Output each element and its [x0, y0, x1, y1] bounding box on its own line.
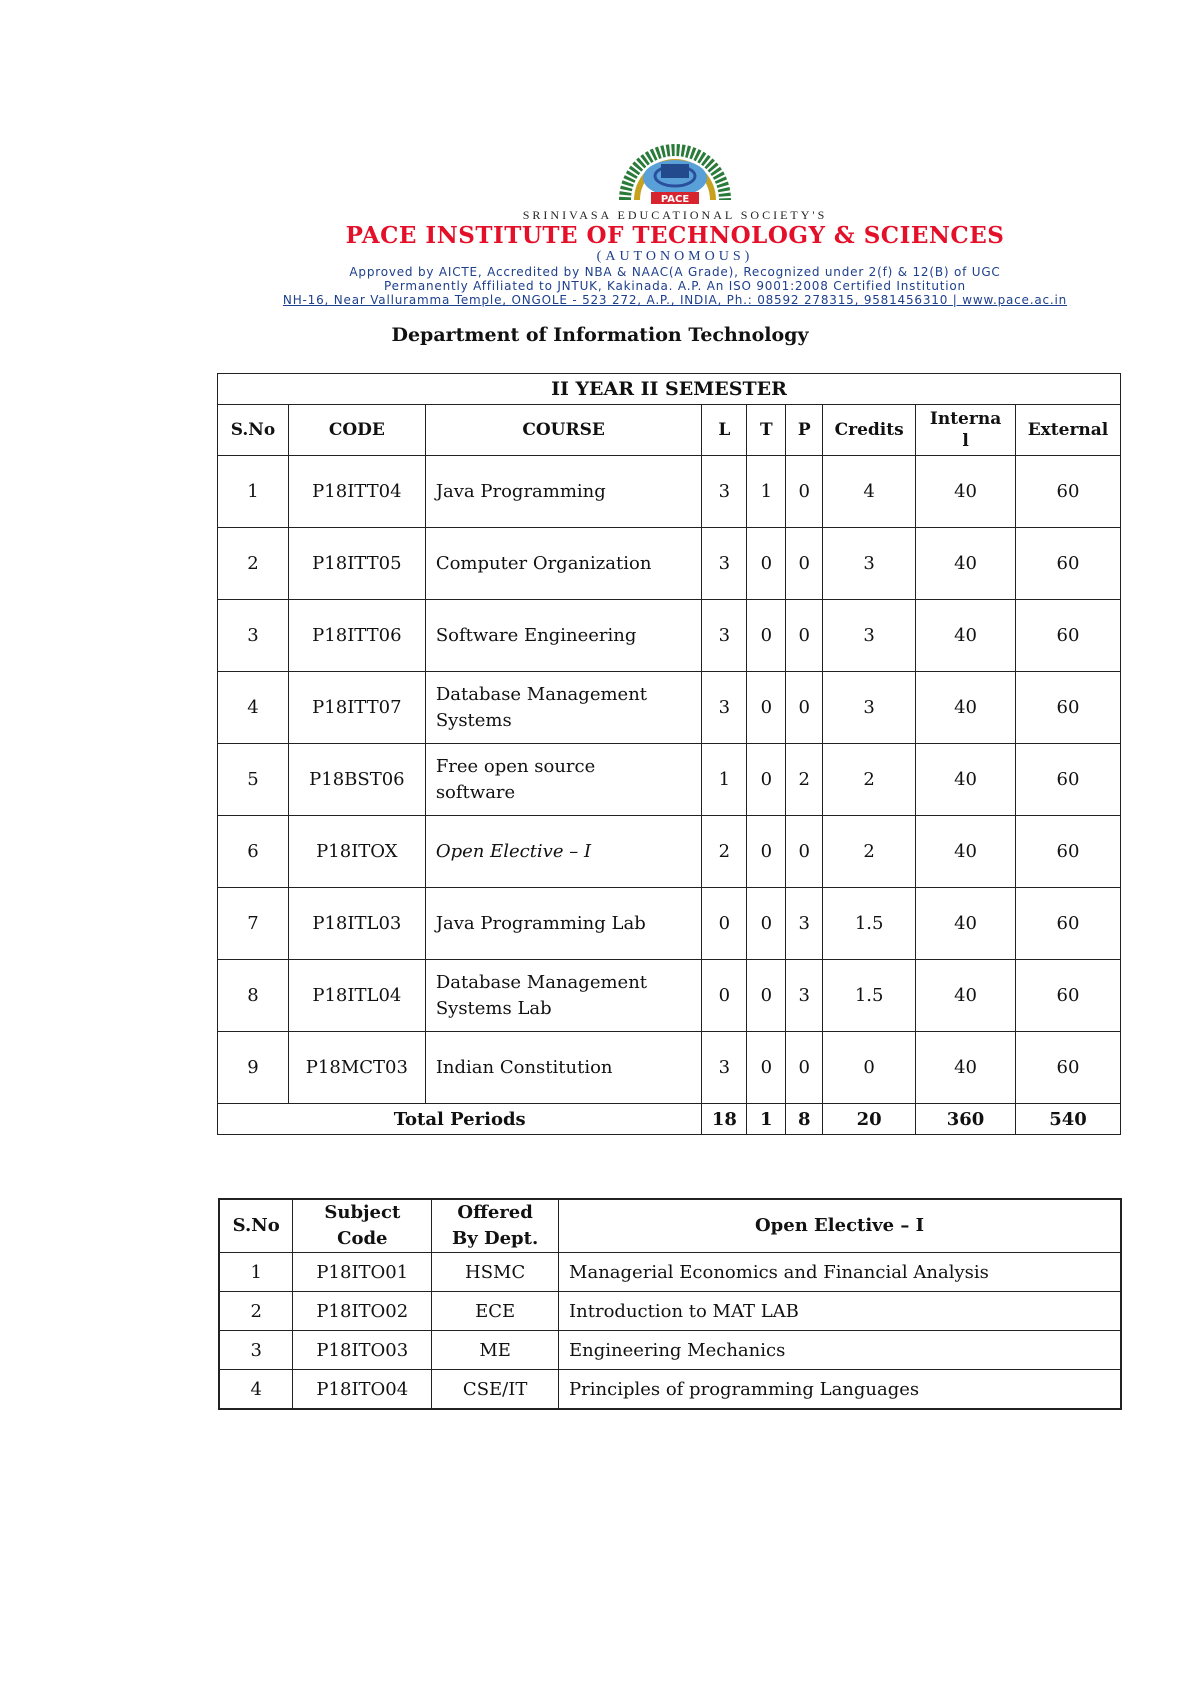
cell-course	[425, 744, 702, 816]
total-internal: 360	[916, 1104, 1016, 1135]
department-title: Department of Information Technology	[391, 324, 809, 346]
cell-code: P18MCT03	[288, 1032, 425, 1104]
cell-internal: 40	[916, 528, 1016, 600]
cell-p: 0	[786, 600, 823, 672]
cell-internal: 40	[916, 672, 1016, 744]
cell-code: P18ITOX	[288, 816, 425, 888]
cell-internal: 40	[916, 456, 1016, 528]
cell-t: 0	[747, 816, 786, 888]
open-elective-table	[218, 1198, 1122, 1410]
course-line-1: Java Programming Lab	[435, 912, 646, 934]
cell-sno: 7	[218, 888, 289, 960]
cell-p: 0	[786, 456, 823, 528]
elective-sno: 2	[219, 1292, 293, 1331]
cell-l: 0	[702, 888, 747, 960]
cell-internal: 40	[916, 600, 1016, 672]
cell-course	[425, 456, 702, 528]
cell-t: 0	[747, 960, 786, 1032]
cell-p: 0	[786, 1032, 823, 1104]
elective-dept: ECE	[432, 1292, 559, 1331]
cell-t: 0	[747, 672, 786, 744]
table-row	[219, 1331, 1121, 1370]
cell-credits: 3	[823, 600, 916, 672]
table-row	[218, 960, 1121, 1032]
cell-internal: 40	[916, 960, 1016, 1032]
cell-internal: 40	[916, 1032, 1016, 1104]
semester-title-row	[218, 374, 1121, 405]
table-row	[219, 1253, 1121, 1292]
header-line-1: Approved by AICTE, Accredited by NBA & NAAC(A Grade), Recognized under 2(f) & 12(B) of UGC	[349, 265, 1001, 279]
header-internal	[916, 405, 1016, 456]
cell-external: 60	[1016, 528, 1121, 600]
cell-course	[425, 528, 702, 600]
cell-t: 0	[747, 1032, 786, 1104]
table-row	[219, 1292, 1121, 1331]
elective-dept: CSE/IT	[432, 1370, 559, 1410]
cell-sno: 6	[218, 816, 289, 888]
semester-title: II YEAR II SEMESTER	[218, 374, 1121, 405]
cell-l: 1	[702, 744, 747, 816]
cell-course	[425, 888, 702, 960]
total-t: 1	[747, 1104, 786, 1135]
cell-external: 60	[1016, 1032, 1121, 1104]
cell-l: 3	[702, 528, 747, 600]
elective-header-code	[293, 1199, 432, 1253]
elective-header-code-line2: Code	[337, 1228, 388, 1249]
autonomous-label: (AUTONOMOUS)	[596, 249, 754, 264]
course-line-1: Open Elective – I	[435, 840, 592, 862]
header-row	[218, 405, 1121, 456]
cell-p: 0	[786, 528, 823, 600]
cell-l: 3	[702, 1032, 747, 1104]
course-line-1: Computer Organization	[435, 552, 652, 574]
elective-header-dept-line1: Offered	[457, 1202, 533, 1223]
cell-external: 60	[1016, 456, 1121, 528]
cell-course	[425, 816, 702, 888]
cell-l: 3	[702, 456, 747, 528]
elective-header-sno: S.No	[219, 1199, 293, 1253]
cell-p: 2	[786, 744, 823, 816]
elective-subject: Introduction to MAT LAB	[559, 1292, 1121, 1331]
header-line-3: NH-16, Near Valluramma Temple, ONGOLE - 523 272, A.P., INDIA, Ph.: 08592 278315, 9581456310 | www.pace.ac.in	[282, 293, 1068, 307]
header-external: External	[1016, 405, 1121, 456]
header-line-2: Permanently Affiliated to JNTUK, Kakinada. A.P. An ISO 9001:2008 Certified Institution	[384, 279, 966, 293]
elective-dept: ME	[432, 1331, 559, 1370]
cell-t: 0	[747, 600, 786, 672]
total-row	[218, 1104, 1121, 1135]
header-sno: S.No	[218, 405, 289, 456]
cell-external: 60	[1016, 672, 1121, 744]
elective-subject: Engineering Mechanics	[559, 1331, 1121, 1370]
course-line-1: Free open source	[435, 755, 596, 777]
cell-course	[425, 672, 702, 744]
table-row	[218, 528, 1121, 600]
course-line-1: Software Engineering	[435, 624, 637, 646]
society-name: SRINIVASA EDUCATIONAL SOCIETY'S	[522, 208, 828, 222]
cell-code: P18ITT05	[288, 528, 425, 600]
cell-p: 3	[786, 960, 823, 1032]
cell-internal: 40	[916, 816, 1016, 888]
header-code: CODE	[288, 405, 425, 456]
cell-course	[425, 600, 702, 672]
cell-course	[425, 1032, 702, 1104]
course-line-1: Database Management	[435, 683, 648, 705]
cell-sno: 8	[218, 960, 289, 1032]
cell-external: 60	[1016, 888, 1121, 960]
cell-l: 0	[702, 960, 747, 1032]
course-line-2: Systems Lab	[435, 997, 552, 1019]
header-l: L	[702, 405, 747, 456]
total-external: 540	[1016, 1104, 1121, 1135]
cell-code: P18ITT04	[288, 456, 425, 528]
cell-t: 0	[747, 528, 786, 600]
total-label: Total Periods	[218, 1104, 702, 1135]
elective-header-title: Open Elective – I	[559, 1199, 1121, 1253]
header-credits: Credits	[823, 405, 916, 456]
total-p: 8	[786, 1104, 823, 1135]
cell-external: 60	[1016, 960, 1121, 1032]
cell-sno: 5	[218, 744, 289, 816]
cell-code: P18ITT06	[288, 600, 425, 672]
cell-credits: 3	[823, 528, 916, 600]
cell-l: 3	[702, 672, 747, 744]
cell-sno: 1	[218, 456, 289, 528]
elective-code: P18ITO03	[293, 1331, 432, 1370]
cell-external: 60	[1016, 600, 1121, 672]
institute-name: PACE INSTITUTE OF TECHNOLOGY & SCIENCES	[345, 222, 1005, 249]
header-internal-part2: l	[962, 431, 969, 451]
elective-sno: 1	[219, 1253, 293, 1292]
table-row	[218, 888, 1121, 960]
cell-sno: 4	[218, 672, 289, 744]
table-row	[218, 600, 1121, 672]
elective-header-code-line1: Subject	[324, 1202, 401, 1223]
cell-t: 1	[747, 456, 786, 528]
elective-header-row	[219, 1199, 1121, 1253]
elective-dept: HSMC	[432, 1253, 559, 1292]
table-row	[218, 672, 1121, 744]
elective-subject: Principles of programming Languages	[559, 1370, 1121, 1410]
course-line-1: Indian Constitution	[435, 1056, 613, 1078]
course-line-2: software	[435, 781, 516, 803]
header-course: COURSE	[425, 405, 702, 456]
elective-header-dept	[432, 1199, 559, 1253]
cell-t: 0	[747, 744, 786, 816]
elective-subject: Managerial Economics and Financial Analysis	[559, 1253, 1121, 1292]
cell-t: 0	[747, 888, 786, 960]
cell-p: 0	[786, 672, 823, 744]
institution-header	[210, 138, 1140, 307]
cell-course	[425, 960, 702, 1032]
course-line-2: Systems	[435, 709, 512, 731]
elective-header-dept-line2: By Dept.	[452, 1228, 539, 1249]
cell-sno: 3	[218, 600, 289, 672]
logo-text: PACE	[660, 194, 690, 205]
course-line-1: Java Programming	[435, 480, 606, 502]
elective-sno: 3	[219, 1331, 293, 1370]
header-t: T	[747, 405, 786, 456]
cell-credits: 3	[823, 672, 916, 744]
cell-sno: 2	[218, 528, 289, 600]
course-line-1: Database Management	[435, 971, 648, 993]
table-row	[218, 456, 1121, 528]
elective-code: P18ITO04	[293, 1370, 432, 1410]
cell-external: 60	[1016, 744, 1121, 816]
cell-code: P18BST06	[288, 744, 425, 816]
cell-credits: 0	[823, 1032, 916, 1104]
table-row	[218, 816, 1121, 888]
cell-code: P18ITL04	[288, 960, 425, 1032]
cell-p: 0	[786, 816, 823, 888]
cell-l: 2	[702, 816, 747, 888]
cell-code: P18ITT07	[288, 672, 425, 744]
semester-table	[217, 373, 1121, 1135]
header-p: P	[786, 405, 823, 456]
cell-code: P18ITL03	[288, 888, 425, 960]
cell-internal: 40	[916, 888, 1016, 960]
institution-logo-icon	[605, 138, 745, 208]
elective-code: P18ITO02	[293, 1292, 432, 1331]
total-l: 18	[702, 1104, 747, 1135]
table-row	[219, 1370, 1121, 1410]
cell-credits: 4	[823, 456, 916, 528]
cell-internal: 40	[916, 744, 1016, 816]
table-row	[218, 1032, 1121, 1104]
elective-sno: 4	[219, 1370, 293, 1410]
cell-p: 3	[786, 888, 823, 960]
table-row	[218, 744, 1121, 816]
cell-credits: 1.5	[823, 960, 916, 1032]
total-credits: 20	[823, 1104, 916, 1135]
cell-external: 60	[1016, 816, 1121, 888]
header-internal-part1: Interna	[929, 409, 1002, 429]
cell-l: 3	[702, 600, 747, 672]
elective-code: P18ITO01	[293, 1253, 432, 1292]
cell-credits: 2	[823, 816, 916, 888]
cell-sno: 9	[218, 1032, 289, 1104]
cell-credits: 2	[823, 744, 916, 816]
cell-credits: 1.5	[823, 888, 916, 960]
